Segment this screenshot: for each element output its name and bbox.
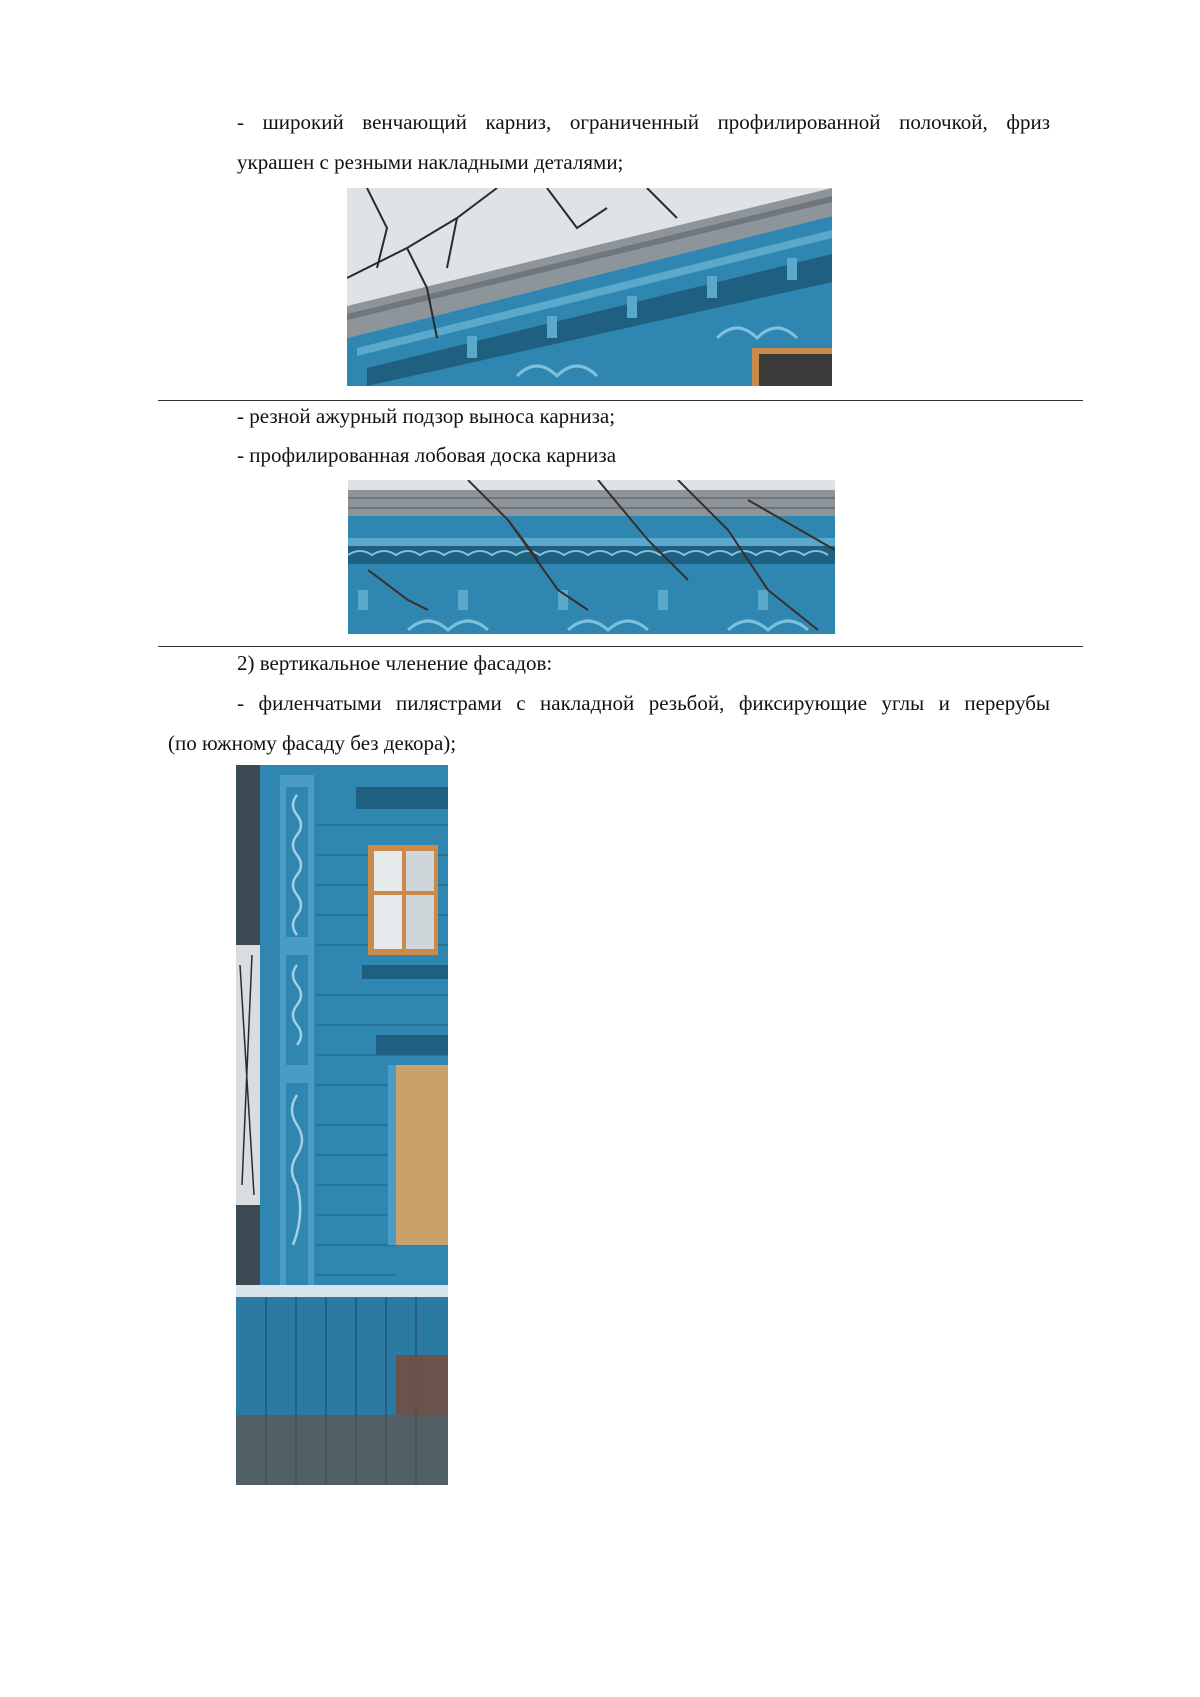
divider-rule xyxy=(158,646,1083,647)
pilasters-description-line-2: (по южному фасаду без декора); xyxy=(168,731,457,755)
corner-pilaster-photo xyxy=(236,765,448,1485)
divider-rule xyxy=(158,400,1083,401)
cornice-frieze-photo xyxy=(347,188,832,386)
eaves-fascia-photo xyxy=(348,480,835,634)
cornice-description-line-1: - широкий венчающий карниз, ограниченный профилированной полочкой, фриз xyxy=(237,110,1050,134)
pilasters-description-line-1: - филенчатыми пилястрами с накладной резьбой, фиксирующие углы и перерубы xyxy=(237,691,1050,715)
eaves-valance-item: - резной ажурный подзор выноса карниза; xyxy=(237,404,616,428)
cornice-description-line-2: украшен с резными накладными деталями; xyxy=(237,150,624,174)
fascia-board-item: - профилированная лобовая доска карниза xyxy=(237,443,617,467)
vertical-division-heading: 2) вертикальное членение фасадов: xyxy=(237,651,553,675)
